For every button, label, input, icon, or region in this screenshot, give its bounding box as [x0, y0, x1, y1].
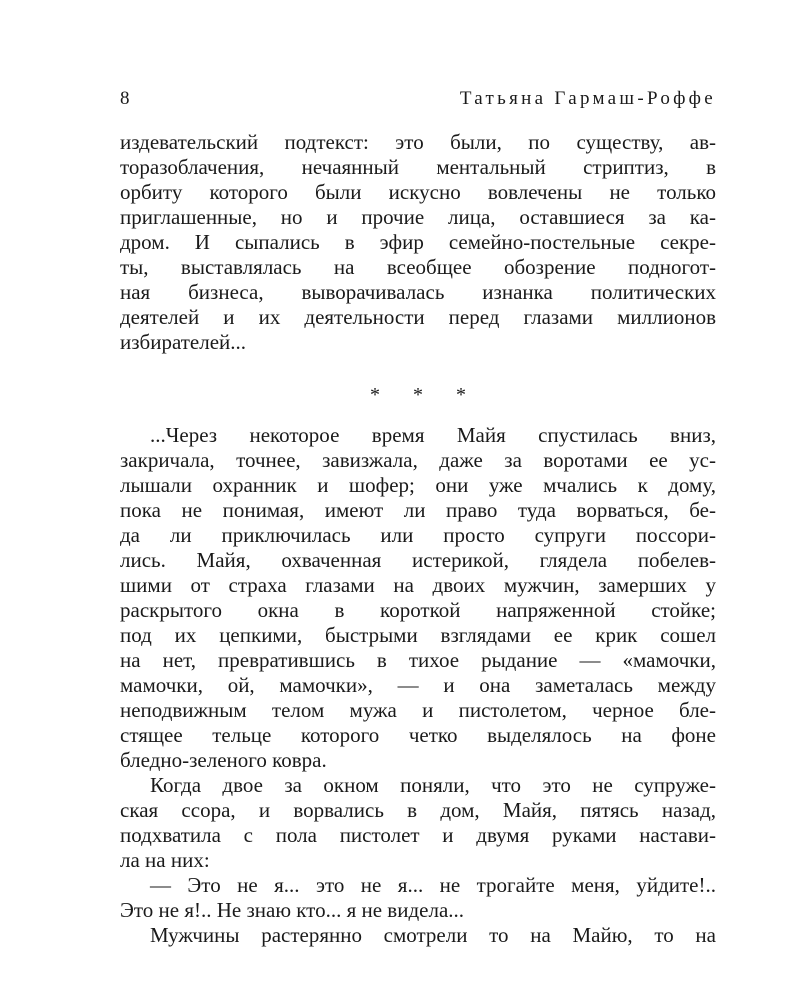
paragraph-entry — [120, 773, 716, 873]
text-line: ...Через некоторое время Майя спустилась вниз, — [150, 423, 716, 447]
text-line: приглашенные, но и прочие лица, оставшиеся за ка- — [120, 205, 716, 229]
text-line: Мужчины растерянно смотрели то на Майю, то на — [150, 923, 716, 947]
text-line: стящее тельце которого четко выделялось на фоне — [120, 723, 716, 747]
paragraph-scene — [120, 423, 716, 773]
text-line: раскрытого окна в короткой напряженной стойке; — [120, 598, 716, 622]
book-page — [120, 88, 716, 948]
page-number: 8 — [120, 88, 130, 109]
text-line: орбиту которого были искусно вовлечены не только — [120, 180, 716, 204]
text-line: ная бизнеса, выворачивалась изнанка политических — [120, 280, 716, 304]
text-line: подхватила с пола пистолет и двумя руками настави- — [120, 823, 716, 847]
running-head — [120, 88, 716, 118]
text-line: ская ссора, и ворвались в дом, Майя, пятясь назад, — [120, 798, 716, 822]
text-line: мамочки, ой, мамочки», — и она заметалась между — [120, 673, 716, 697]
text-line: закричала, точнее, завизжала, даже за воротами ее ус- — [120, 448, 716, 472]
text-line: издевательский подтекст: это были, по существу, ав- — [120, 130, 716, 154]
text-line: бледно-зеленого ковра. — [120, 748, 327, 772]
text-line: — Это не я... это не я... не трогайте меня, уйдите!.. — [150, 873, 716, 897]
text-line: ла на них: — [120, 848, 210, 872]
text-line: лышали охранник и шофер; они уже мчались к дому, — [120, 473, 716, 497]
text-line: Когда двое за окном поняли, что это не супруже- — [150, 773, 716, 797]
text-line: на нет, превратившись в тихое рыдание — «мамочки, — [120, 648, 716, 672]
text-line: пока не понимая, имеют ли право туда ворваться, бе- — [120, 498, 716, 522]
text-line: ты, выставлялась на всеобщее обозрение подногот- — [120, 255, 716, 279]
paragraph-men — [120, 923, 716, 948]
text-line: деятелей и их деятельности перед глазами миллионов — [120, 305, 716, 329]
section-separator: * * * — [370, 384, 480, 406]
paragraph-intro — [120, 130, 716, 355]
text-line: дром. И сыпались в эфир семейно-постельные секре- — [120, 230, 716, 254]
text-line: лись. Майя, охваченная истерикой, глядела побелев- — [120, 548, 716, 572]
text-line: торазоблачения, нечаянный ментальный стриптиз, в — [120, 155, 716, 179]
text-line: да ли приключилась или просто супруги поссори- — [120, 523, 716, 547]
text-line: под их цепкими, быстрыми взглядами ее крик сошел — [120, 623, 716, 647]
author-name: Татьяна Гармаш-Роффе — [459, 88, 716, 109]
text-line: шими от страха глазами на двоих мужчин, замерших у — [120, 573, 716, 597]
text-line: неподвижным телом мужа и пистолетом, черное бле- — [120, 698, 716, 722]
text-line: Это не я!.. Не знаю кто... я не видела... — [120, 898, 465, 922]
paragraph-dialogue — [120, 873, 716, 923]
text-line: избирателей... — [120, 330, 247, 354]
